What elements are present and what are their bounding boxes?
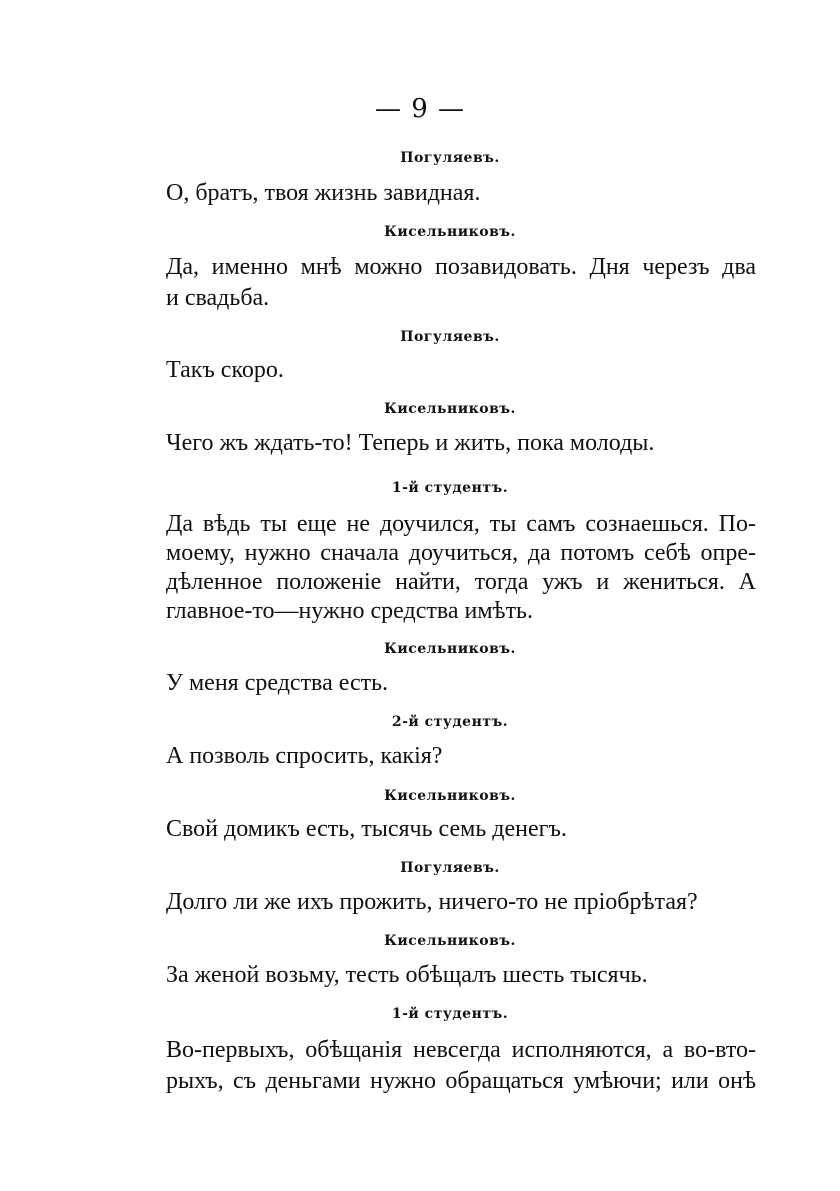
dialogue-line: А позволь спросить, какія? — [166, 743, 443, 769]
dialogue-line: Во-первыхъ, обѣщанія невсегда исполняются, а во-вто- — [166, 1037, 756, 1063]
speaker-name: Кисельниковъ. — [384, 641, 516, 657]
dialogue-line: Такъ скоро. — [166, 357, 284, 383]
speaker-name: 1-й студентъ. — [391, 480, 509, 496]
dialogue-line: У меня средства есть. — [166, 670, 389, 696]
dialogue-line: Да вѣдь ты еще не доучился, ты самъ сознаешься. По- — [166, 511, 756, 537]
speaker-name: 2-й студентъ. — [391, 714, 509, 730]
dialogue-line: и свадьба. — [166, 285, 270, 311]
speaker-name: Кисельниковъ. — [384, 788, 516, 804]
page-number: — 9 — — [374, 94, 466, 124]
dialogue-line: рыхъ, съ деньгами нужно обращаться умѣючи; или онѣ — [166, 1068, 756, 1094]
speaker-name: Погуляевъ. — [400, 150, 500, 166]
dialogue-line: За женой возьму, тесть обѣщалъ шесть тысячь. — [166, 962, 648, 988]
speaker-name: Погуляевъ. — [400, 860, 500, 876]
speaker-name: Кисельниковъ. — [384, 933, 516, 949]
dialogue-line: Да, именно мнѣ можно позавидовать. Дня черезъ два — [166, 254, 756, 280]
dialogue-line: О, братъ, твоя жизнь завидная. — [166, 180, 481, 206]
speaker-name: Кисельниковъ. — [384, 401, 516, 417]
dialogue-line: дѣленное положеніе найти, тогда ужъ и жениться. А — [166, 569, 756, 595]
dialogue-line: Долго ли же ихъ прожить, ничего-то не пріобрѣтая? — [166, 889, 698, 915]
dialogue-line: Чего жъ ждать-то! Теперь и жить, пока молоды. — [166, 430, 655, 456]
speaker-name: Погуляевъ. — [400, 329, 500, 345]
dialogue-line: главное-то—нужно средства имѣть. — [166, 598, 533, 624]
speaker-name: 1-й студентъ. — [391, 1006, 509, 1022]
speaker-name: Кисельниковъ. — [384, 224, 516, 240]
dialogue-line: Свой домикъ есть, тысячь семь денегъ. — [166, 816, 567, 842]
dialogue-line: моему, нужно сначала доучиться, да потомъ себѣ опре- — [166, 540, 756, 566]
